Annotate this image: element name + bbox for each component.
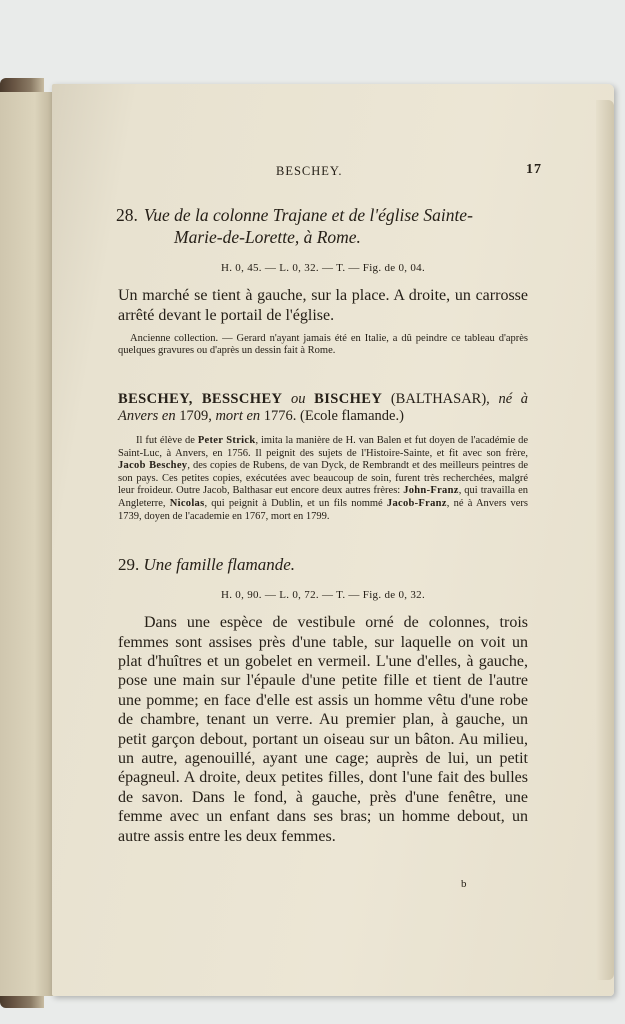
artist-died: mort en: [215, 408, 261, 424]
bio-name-jacob-beschey: Jacob Beschey: [118, 460, 188, 472]
entry-29-title-text: Une famille flamande.: [143, 555, 296, 575]
entry-28-title: [116, 204, 528, 248]
bio-text: , qui travailla en Angleterre,: [118, 485, 528, 509]
bio-name-peter-strick: Peter Strick: [197, 435, 256, 446]
entry-28-note: Ancienne collection. — Gerard n'ayant jamais été en Italie, a dû peindre ce tableau d'après quelques gravures ou d'après un dessin fait à Rome.: [118, 333, 528, 356]
bio-text: , qui peignit à Dublin, et un fils nommé: [204, 497, 387, 509]
page-edge: [596, 100, 614, 980]
running-title: BESCHEY.: [276, 164, 343, 178]
entry-28-title-line1: Vue de la colonne Trajane et de l'église Sainte-: [143, 205, 473, 225]
artist-given-name: (BALTHASAR),: [390, 391, 490, 407]
signature-mark: b: [461, 878, 467, 890]
bio-name-jacob-franz: Jacob-Franz: [386, 497, 447, 509]
left-page-edge: [0, 92, 59, 996]
artist-born-year: 1709,: [179, 408, 212, 424]
page-content: [116, 162, 542, 890]
artist-alt-name: BISCHEY: [314, 391, 383, 407]
artist-school: (Ecole flamande.): [300, 408, 404, 424]
bio-text: Il fut élève de: [136, 435, 198, 446]
entry-28-title-line2: Marie-de-Lorette, à Rome.: [174, 227, 361, 247]
entry-28-dimensions: H. 0, 45. — L. 0, 32. — T. — Fig. de 0, 04.: [220, 262, 426, 274]
entry-28-description: Un marché se tient à gauche, sur la place. A droite, un carrosse arrêté devant le portail de l'église.: [118, 287, 528, 324]
entry-29-number: 29.: [118, 555, 140, 575]
entry-29-title: [118, 555, 528, 575]
entry-28-number: 28.: [116, 205, 138, 225]
bio-text: , imita la manière de H. van Balen et fut doyen de l'académie de Saint-Luc, à Anvers, en 1756. Il peignit des sujets de l'Histoire-Sainte, et fit avec son frère,: [118, 435, 528, 459]
entry-29-description: Dans une espèce de vestibule orné de colonnes, trois femmes sont assises près d'une table, sur laquelle on voit un plat d'huîtres et un gobelet en vermeil. L'une d'elles, à gauche, pose une main sur l'épaule d'une petite fille et tient de l'autre une pomme; en face d'elle est assis un homme vêtu d'une robe de chambre, tenant un verre. Au premier plan, à gauche, un petit garçon debout, portant un oiseau sur un bâton. Au milieu, un autre, agenouillé, ayant une cage; auprès de lui, un petit épagneul. A droite, deux petites filles, dont l'une fait des bulles de savon. Dans le fond, à gauche, près d'une fenêtre, une femme avec un enfant dans ses bras; un homme debout, un autre assis entre les deux femmes.: [118, 614, 528, 845]
artist-born: né à Anvers en: [118, 391, 528, 424]
artist-ou: ou: [291, 391, 306, 407]
entry-29-dimensions: H. 0, 90. — L. 0, 72. — T. — Fig. de 0, 32.: [220, 589, 426, 602]
artist-names: BESCHEY, BESSCHEY: [118, 391, 283, 407]
artist-heading: [118, 391, 528, 425]
bio-name-john-franz: John-Franz: [403, 485, 459, 497]
artist-died-year: 1776.: [263, 408, 297, 424]
bio-name-nicolas: Nicolas: [169, 497, 205, 509]
running-header: [118, 162, 542, 182]
page-number: 17: [526, 162, 542, 177]
bio-text: , des copies de Rubens, de van Dyck, de Rembrandt et des meilleurs peintres de son pays. Ces petites copies, exécutées avec beaucoup de soin, furent très recherchées, malgré leur froideur. Outre Jacob, Balthasar eut encore deux autres frères:: [118, 460, 529, 497]
artist-biography: [118, 435, 528, 523]
bio-text: , né à Anvers vers 1739, doyen de l'academie en 1767, mort en 1799.: [118, 497, 528, 522]
